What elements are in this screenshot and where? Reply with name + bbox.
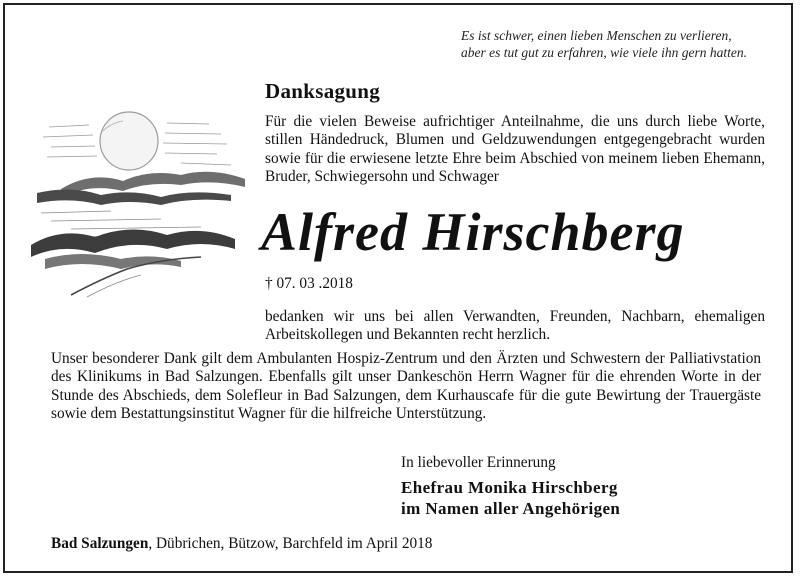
deceased-name: Alfred Hirschberg (261, 202, 685, 262)
memory-line: In liebevoller Erinnerung (401, 454, 556, 471)
death-date: † 07. 03 .2018 (265, 275, 353, 292)
intro-paragraph: Für die vielen Beweise aufrichtiger Anteilnahme, die uns durch liebe Worte, stillen Händedruck, Blumen und Geldzuwendungen entgegengebracht wurden sowie für die erwiesene letzte Ehre beim Abschied von meinem lieben Ehemann, Bruder, Schwiegersohn und Schwager (265, 113, 765, 185)
moon-landscape-illustration (31, 109, 251, 299)
signature-line-1: Ehefrau Monika Hirschberg (401, 478, 618, 497)
heading-danksagung: Danksagung (265, 79, 381, 103)
special-thanks-paragraph: Unser besonderer Dank gilt dem Ambulanten Hospiz-Zentrum und den Ärzten und Schwestern der Palliativstation des Klinikums in Bad Salzungen. Ebenfalls gilt unser Dankeschön Herrn Wagner für die ehrenden Worte in der Stunde des Abschieds, dem Solefleur in Bad Salzungen, dem Kurhauscafe für die gute Bewirtung der Trauergäste sowie dem Bestattungsinstitut Wagner für die hilfreiche Unterstützung. (51, 350, 761, 422)
quote-block (461, 27, 747, 61)
place-rest: , Dübrichen, Bützow, Barchfeld im April 2018 (148, 535, 433, 552)
quote-line-2: aber es tut gut zu erfahren, wie viele ihn gern hatten. (461, 45, 747, 60)
place-main-town: Bad Salzungen (51, 535, 149, 552)
signature-block (401, 477, 620, 519)
thanks-paragraph: bedanken wir uns bei allen Verwandten, Freunden, Nachbarn, ehemaligen Arbeitskollegen und Bekannten recht herzlich. (265, 308, 765, 344)
obituary-card (3, 3, 793, 573)
place-date-line (51, 535, 432, 553)
quote-line-1: Es ist schwer, einen lieben Menschen zu verlieren, (461, 28, 732, 43)
signature-line-2: im Namen aller Angehörigen (401, 499, 621, 518)
